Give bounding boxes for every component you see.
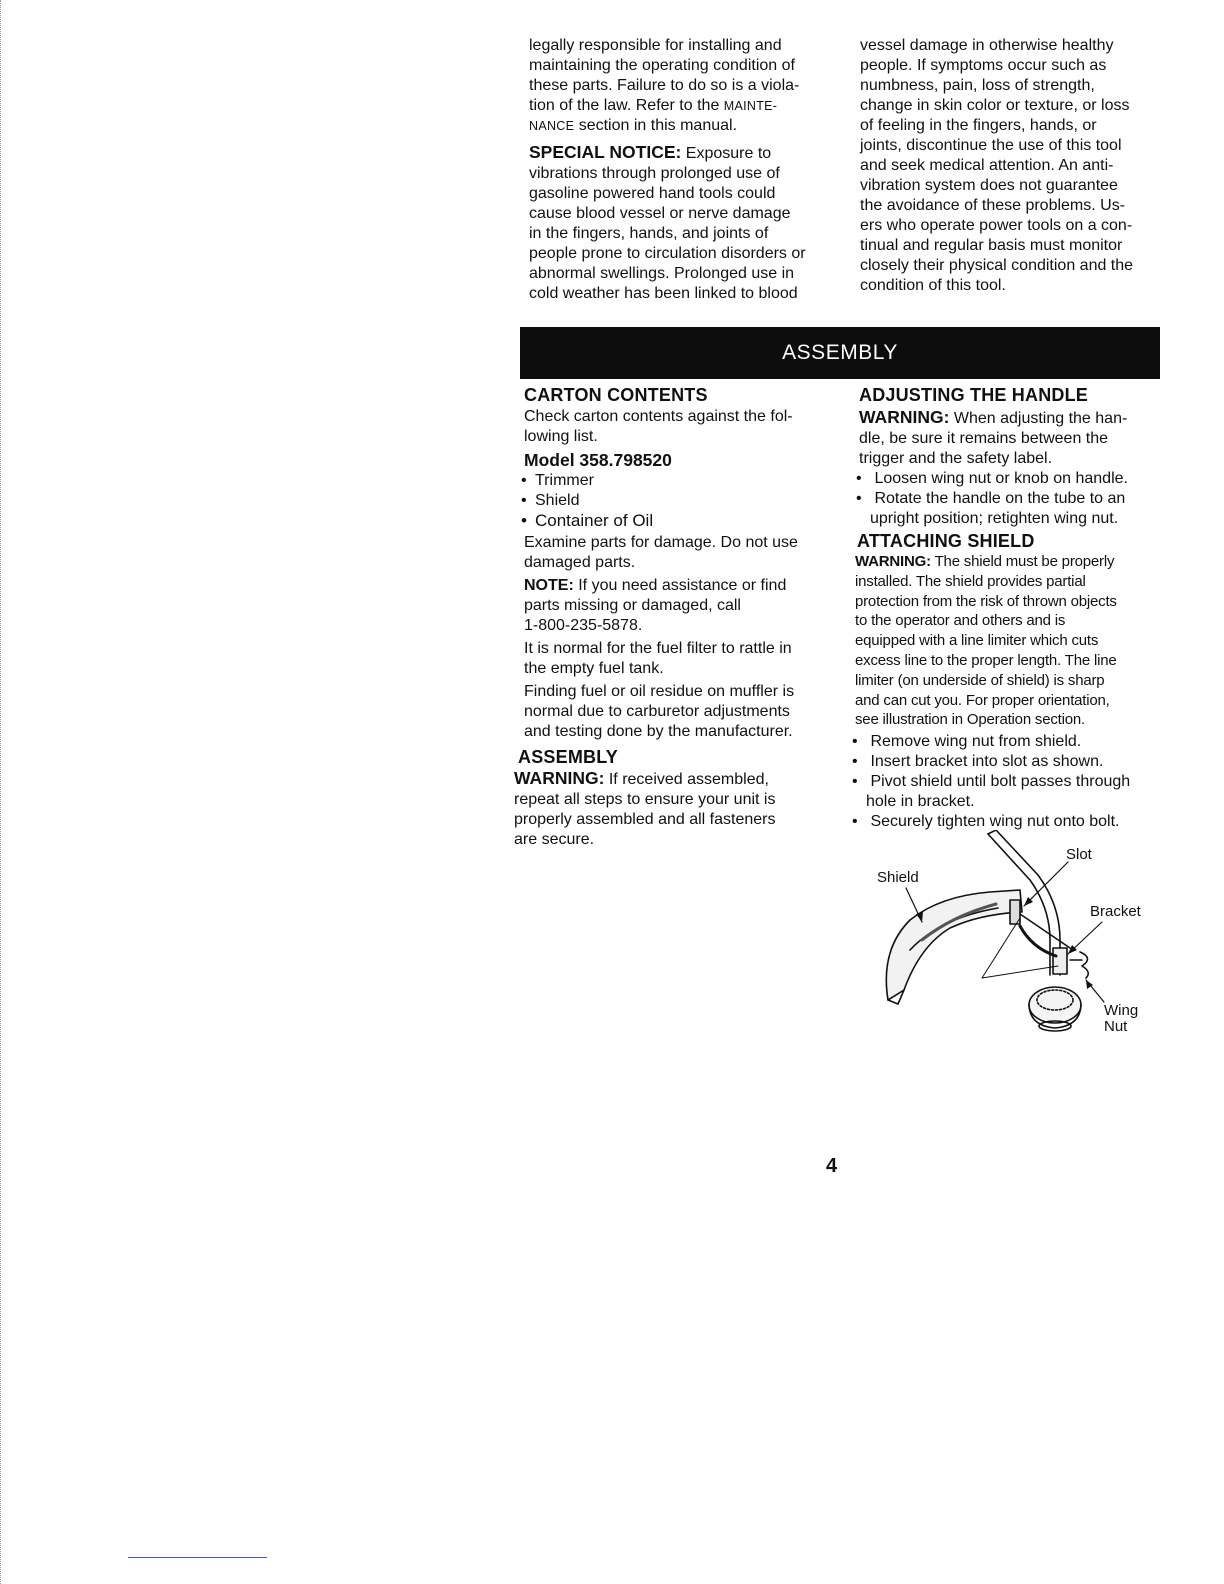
text-line: condition of this tool. xyxy=(860,277,1006,294)
text-line xyxy=(529,116,839,136)
text-line: joints, discontinue the use of this tool xyxy=(860,137,1122,154)
text-fragment: If you need assistance or find xyxy=(573,577,787,594)
figure-label-wing: Wing xyxy=(1104,1002,1139,1019)
top-left-column xyxy=(529,36,839,304)
text-fragment: The shield must be properly xyxy=(930,553,1115,570)
text-line: repeat all steps to ensure your unit is xyxy=(514,791,776,808)
text-line: vessel damage in otherwise healthy xyxy=(860,37,1114,54)
page-scan-edge xyxy=(0,0,7,1584)
warning-label: WARNING: xyxy=(859,407,950,427)
model-number: Model 358.798520 xyxy=(524,450,672,470)
carton-contents-heading: CARTON CONTENTS xyxy=(524,385,708,405)
text-line: vibration system does not guarantee xyxy=(860,177,1118,194)
assembly-heading: ASSEMBLY xyxy=(518,747,618,767)
figure-label-shield: Shield xyxy=(877,869,919,886)
text-line: are secure. xyxy=(514,831,595,848)
text-line: Examine parts for damage. Do not use xyxy=(524,534,798,551)
page-number: 4 xyxy=(826,1155,838,1177)
footer-rule xyxy=(128,1557,267,1558)
text-line: It is normal for the fuel filter to rattle in xyxy=(524,640,792,657)
text-fragment: When adjusting the han- xyxy=(949,410,1128,427)
assembly-warning xyxy=(514,768,834,790)
special-notice-label: SPECIAL NOTICE: xyxy=(529,142,682,162)
text-line: people prone to circulation disorders or xyxy=(529,245,806,262)
text-line: maintaining the operating condition of xyxy=(529,57,795,74)
text-line: Finding fuel or oil residue on muffler is xyxy=(524,683,795,700)
handle-warning xyxy=(859,407,1169,429)
shield-steps xyxy=(855,732,1165,832)
text-fragment: section in this manual. xyxy=(574,117,738,134)
text-line: gasoline powered hand tools could xyxy=(529,185,776,202)
text-line: vibrations through prolonged use of xyxy=(529,165,780,182)
text-line: in the fingers, hands, and joints of xyxy=(529,225,769,242)
shield-warning xyxy=(855,552,1165,730)
text-line: the empty fuel tank. xyxy=(524,660,664,677)
text-line: lowing list. xyxy=(524,428,598,445)
motor-housing xyxy=(1029,987,1081,1031)
text-line: excess line to the proper length. The line xyxy=(855,651,1117,669)
text-line: normal due to carburetor adjustments xyxy=(524,703,790,720)
slot-leader-line xyxy=(1024,862,1068,906)
text-fragment: Rotate the handle on the tube to an xyxy=(874,490,1126,507)
text-fragment: Pivot shield until bolt passes through xyxy=(870,773,1131,791)
text-line: Check carton contents against the fol- xyxy=(524,408,793,425)
bracket-part xyxy=(1010,900,1070,974)
text-line: parts missing or damaged, call xyxy=(524,597,741,614)
guide-line xyxy=(982,918,1020,978)
figure-label-bracket: Bracket xyxy=(1090,903,1141,920)
figure-label-nut: Nut xyxy=(1104,1018,1128,1035)
list-item: • Trimmer xyxy=(524,471,844,491)
text-line: protection from the risk of thrown objects xyxy=(855,592,1117,610)
warning-label: WARNING: xyxy=(514,768,605,788)
list-item xyxy=(855,772,1165,812)
text-fragment: Remove wing nut from shield. xyxy=(870,733,1082,751)
top-right-column xyxy=(860,36,1180,296)
text-fragment: tion of the law. Refer to the xyxy=(529,97,724,114)
list-item xyxy=(855,732,1165,752)
attaching-shield-heading: ATTACHING SHIELD xyxy=(857,531,1035,551)
assembly-section xyxy=(514,746,834,850)
maintenance-reference: NANCE xyxy=(529,119,575,133)
section-banner xyxy=(520,327,1160,379)
phone-number: 1-800-235-5878. xyxy=(524,617,643,634)
guide-line xyxy=(982,966,1058,978)
maintenance-reference: MAINTE- xyxy=(723,99,778,113)
list-item xyxy=(855,752,1165,772)
text-line: the avoidance of these problems. Us- xyxy=(860,197,1126,214)
text-line: cold weather has been linked to blood xyxy=(529,285,798,302)
adjusting-handle-section xyxy=(859,384,1169,529)
text-fragment: Securely tighten wing nut onto bolt. xyxy=(870,813,1120,831)
text-fragment: hole in bracket. xyxy=(866,793,975,811)
note xyxy=(524,576,844,596)
text-line: cause blood vessel or nerve damage xyxy=(529,205,791,222)
text-line: equipped with a line limiter which cuts xyxy=(855,632,1099,650)
list-item: • Shield xyxy=(524,491,844,511)
text-line: abnormal swellings. Prolonged use in xyxy=(529,265,795,282)
list-item xyxy=(859,489,1169,529)
text-fragment: If received assembled, xyxy=(604,771,769,788)
text-line: of feeling in the fingers, hands, or xyxy=(860,117,1097,134)
text-line: and testing done by the manufacturer. xyxy=(524,723,793,740)
carton-contents-section xyxy=(524,384,844,742)
text-line: and can cut you. For proper orientation, xyxy=(855,691,1110,709)
text-line: dle, be sure it remains between the xyxy=(859,430,1109,447)
warning-label: WARNING: xyxy=(855,553,931,570)
text-line: tinual and regular basis must monitor xyxy=(860,237,1123,254)
text-line: ers who operate power tools on a con- xyxy=(860,217,1133,234)
text-line: people. If symptoms occur such as xyxy=(860,57,1107,74)
section-banner-title: ASSEMBLY xyxy=(782,341,898,364)
text-line xyxy=(855,552,1165,572)
figure-label-slot: Slot xyxy=(1066,846,1092,863)
list-item xyxy=(859,469,1169,489)
text-fragment: Exposure to xyxy=(681,145,772,162)
wing-nut-part xyxy=(1070,952,1088,978)
text-line: limiter (on underside of shield) is sharp xyxy=(855,671,1105,689)
text-line: and seek medical attention. An anti- xyxy=(860,157,1114,174)
text-line: damaged parts. xyxy=(524,554,636,571)
text-fragment: Insert bracket into slot as shown. xyxy=(870,753,1104,771)
text-line: to the operator and others and is xyxy=(855,612,1066,630)
list-item: • Container of Oil xyxy=(524,511,844,531)
text-line: numbness, pain, loss of strength, xyxy=(860,77,1095,94)
text-fragment: upright position; retighten wing nut. xyxy=(870,510,1119,527)
adjusting-handle-heading: ADJUSTING THE HANDLE xyxy=(859,385,1089,405)
text-line: trigger and the safety label. xyxy=(859,450,1053,467)
special-notice xyxy=(529,142,839,164)
text-line: properly assembled and all fasteners xyxy=(514,811,776,828)
text-line: closely their physical condition and the xyxy=(860,257,1134,274)
note-label: NOTE: xyxy=(524,577,574,594)
text-line xyxy=(529,96,839,116)
text-line: these parts. Failure to do so is a viola- xyxy=(529,77,800,94)
text-fragment: Loosen wing nut or knob on handle. xyxy=(874,470,1128,487)
text-line: legally responsible for installing and xyxy=(529,37,782,54)
text-line: installed. The shield provides partial xyxy=(855,572,1086,590)
attaching-shield-section xyxy=(855,530,1165,832)
text-line: change in skin color or texture, or loss xyxy=(860,97,1130,114)
text-line: see illustration in Operation section. xyxy=(855,711,1086,729)
